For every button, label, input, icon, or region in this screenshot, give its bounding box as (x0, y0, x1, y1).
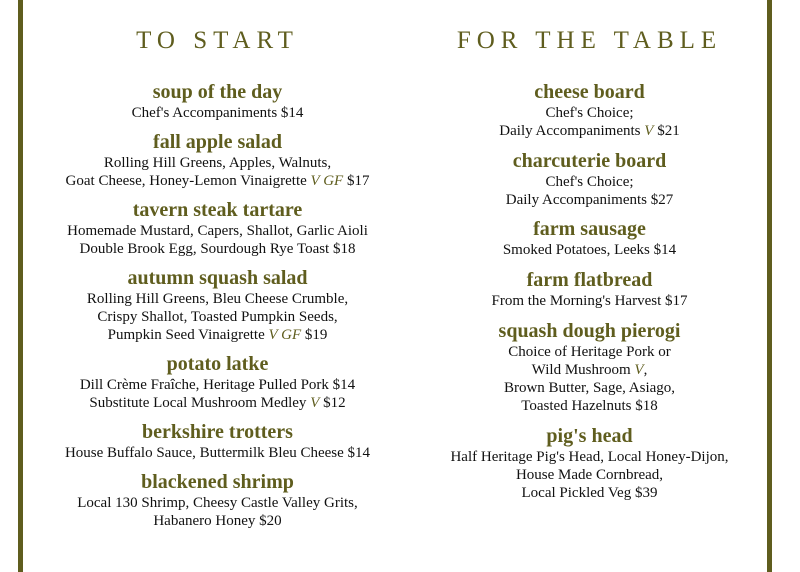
menu-item-description: Local Pickled Veg $39 (521, 485, 658, 501)
menu-item-name: berkshire trotters (142, 421, 293, 443)
menu-item-description: Double Brook Egg, Sourdough Rye Toast $18 (79, 241, 356, 257)
for-the-table-column (412, 0, 767, 502)
menu-item-name: tavern steak tartare (132, 199, 303, 221)
menu-item-name: soup of the day (152, 81, 283, 103)
menu-item (23, 352, 412, 412)
menu-item-description: House Buffalo Sauce, Buttermilk Bleu Cheese $14 (64, 445, 371, 461)
description-text: Wild Mushroom (531, 362, 635, 378)
menu-item (23, 266, 412, 344)
menu-item-description: House Made Cornbread, (515, 467, 664, 483)
menu-item (412, 217, 767, 259)
menu-item-description (412, 122, 767, 140)
menu-item-description: From the Morning's Harvest $17 (491, 293, 688, 309)
menu-item-name: potato latke (166, 353, 269, 375)
menu-item-name: blackened shrimp (141, 471, 294, 493)
price-text: $17 (343, 173, 370, 189)
menu-item-description: Crispy Shallot, Toasted Pumpkin Seeds, (97, 309, 338, 325)
description-text: Goat Cheese, Honey-Lemon Vinaigrette (65, 173, 311, 189)
price-text: $19 (301, 327, 328, 343)
description-text: Substitute Local Mushroom Medley (89, 395, 311, 411)
to-start-column (23, 0, 412, 530)
menu-item-name: fall apple salad (153, 131, 282, 153)
menu-item-description: Local 130 Shrimp, Cheesy Castle Valley Grits, (77, 495, 358, 511)
menu-item-description: Half Heritage Pig's Head, Local Honey-Dijon, (450, 449, 729, 465)
dietary-marker: V GF (310, 173, 344, 189)
dietary-marker: V (634, 362, 644, 378)
for-the-table-items (412, 80, 767, 502)
menu-item (23, 470, 412, 530)
dietary-marker: V (644, 123, 654, 139)
menu-item-description (23, 394, 412, 412)
menu-item-description: Chef's Accompaniments $14 (131, 105, 304, 121)
menu-item-description: Brown Butter, Sage, Asiago, (503, 380, 676, 396)
description-text: Pumpkin Seed Vinaigrette (107, 327, 269, 343)
menu-item-description: Daily Accompaniments $27 (505, 192, 674, 208)
menu-item (412, 424, 767, 502)
dietary-marker: V (310, 395, 320, 411)
menu-item (412, 268, 767, 310)
menu-item (23, 198, 412, 258)
price-text: $12 (319, 395, 346, 411)
menu-item-description (412, 361, 767, 379)
menu-item (23, 80, 412, 122)
menu-item-description: Choice of Heritage Pork or (508, 344, 671, 360)
menu-item-description: Rolling Hill Greens, Apples, Walnuts, (103, 155, 332, 171)
price-text: $21 (653, 123, 680, 139)
menu-item-name: charcuterie board (512, 150, 667, 172)
menu-item-description: Homemade Mustard, Capers, Shallot, Garlic Aioli (67, 223, 368, 239)
menu-item-description: Chef's Choice; (545, 105, 634, 121)
section-heading-for-the-table: FOR THE TABLE (456, 27, 723, 54)
section-heading-to-start: TO START (136, 27, 299, 54)
menu-item-name: squash dough pierogi (498, 320, 681, 342)
price-text: , (643, 362, 648, 378)
menu-item-description: Chef's Choice; (545, 174, 634, 190)
right-border (767, 0, 772, 572)
menu-item-description: Toasted Hazelnuts $18 (521, 398, 658, 414)
menu-item-name: pig's head (546, 425, 633, 447)
menu-item (412, 149, 767, 209)
menu-item-description (23, 326, 412, 344)
menu-item (23, 420, 412, 462)
menu-item-name: autumn squash salad (127, 267, 308, 289)
menu-item-name: cheese board (534, 81, 645, 103)
menu-item (412, 80, 767, 140)
to-start-items (23, 80, 412, 530)
description-text: Daily Accompaniments (499, 123, 645, 139)
menu-item-name: farm sausage (533, 218, 646, 240)
menu-item-name: farm flatbread (526, 269, 653, 291)
menu-item-description: Smoked Potatoes, Leeks $14 (502, 242, 677, 258)
menu-item-description: Habanero Honey $20 (153, 513, 282, 529)
menu-item-description (23, 172, 412, 190)
menu-item-description: Dill Crème Fraîche, Heritage Pulled Pork $14 (79, 377, 356, 393)
menu-item-description: Rolling Hill Greens, Bleu Cheese Crumble, (86, 291, 349, 307)
menu-item (412, 319, 767, 415)
menu-item (23, 130, 412, 190)
dietary-marker: V GF (268, 327, 302, 343)
